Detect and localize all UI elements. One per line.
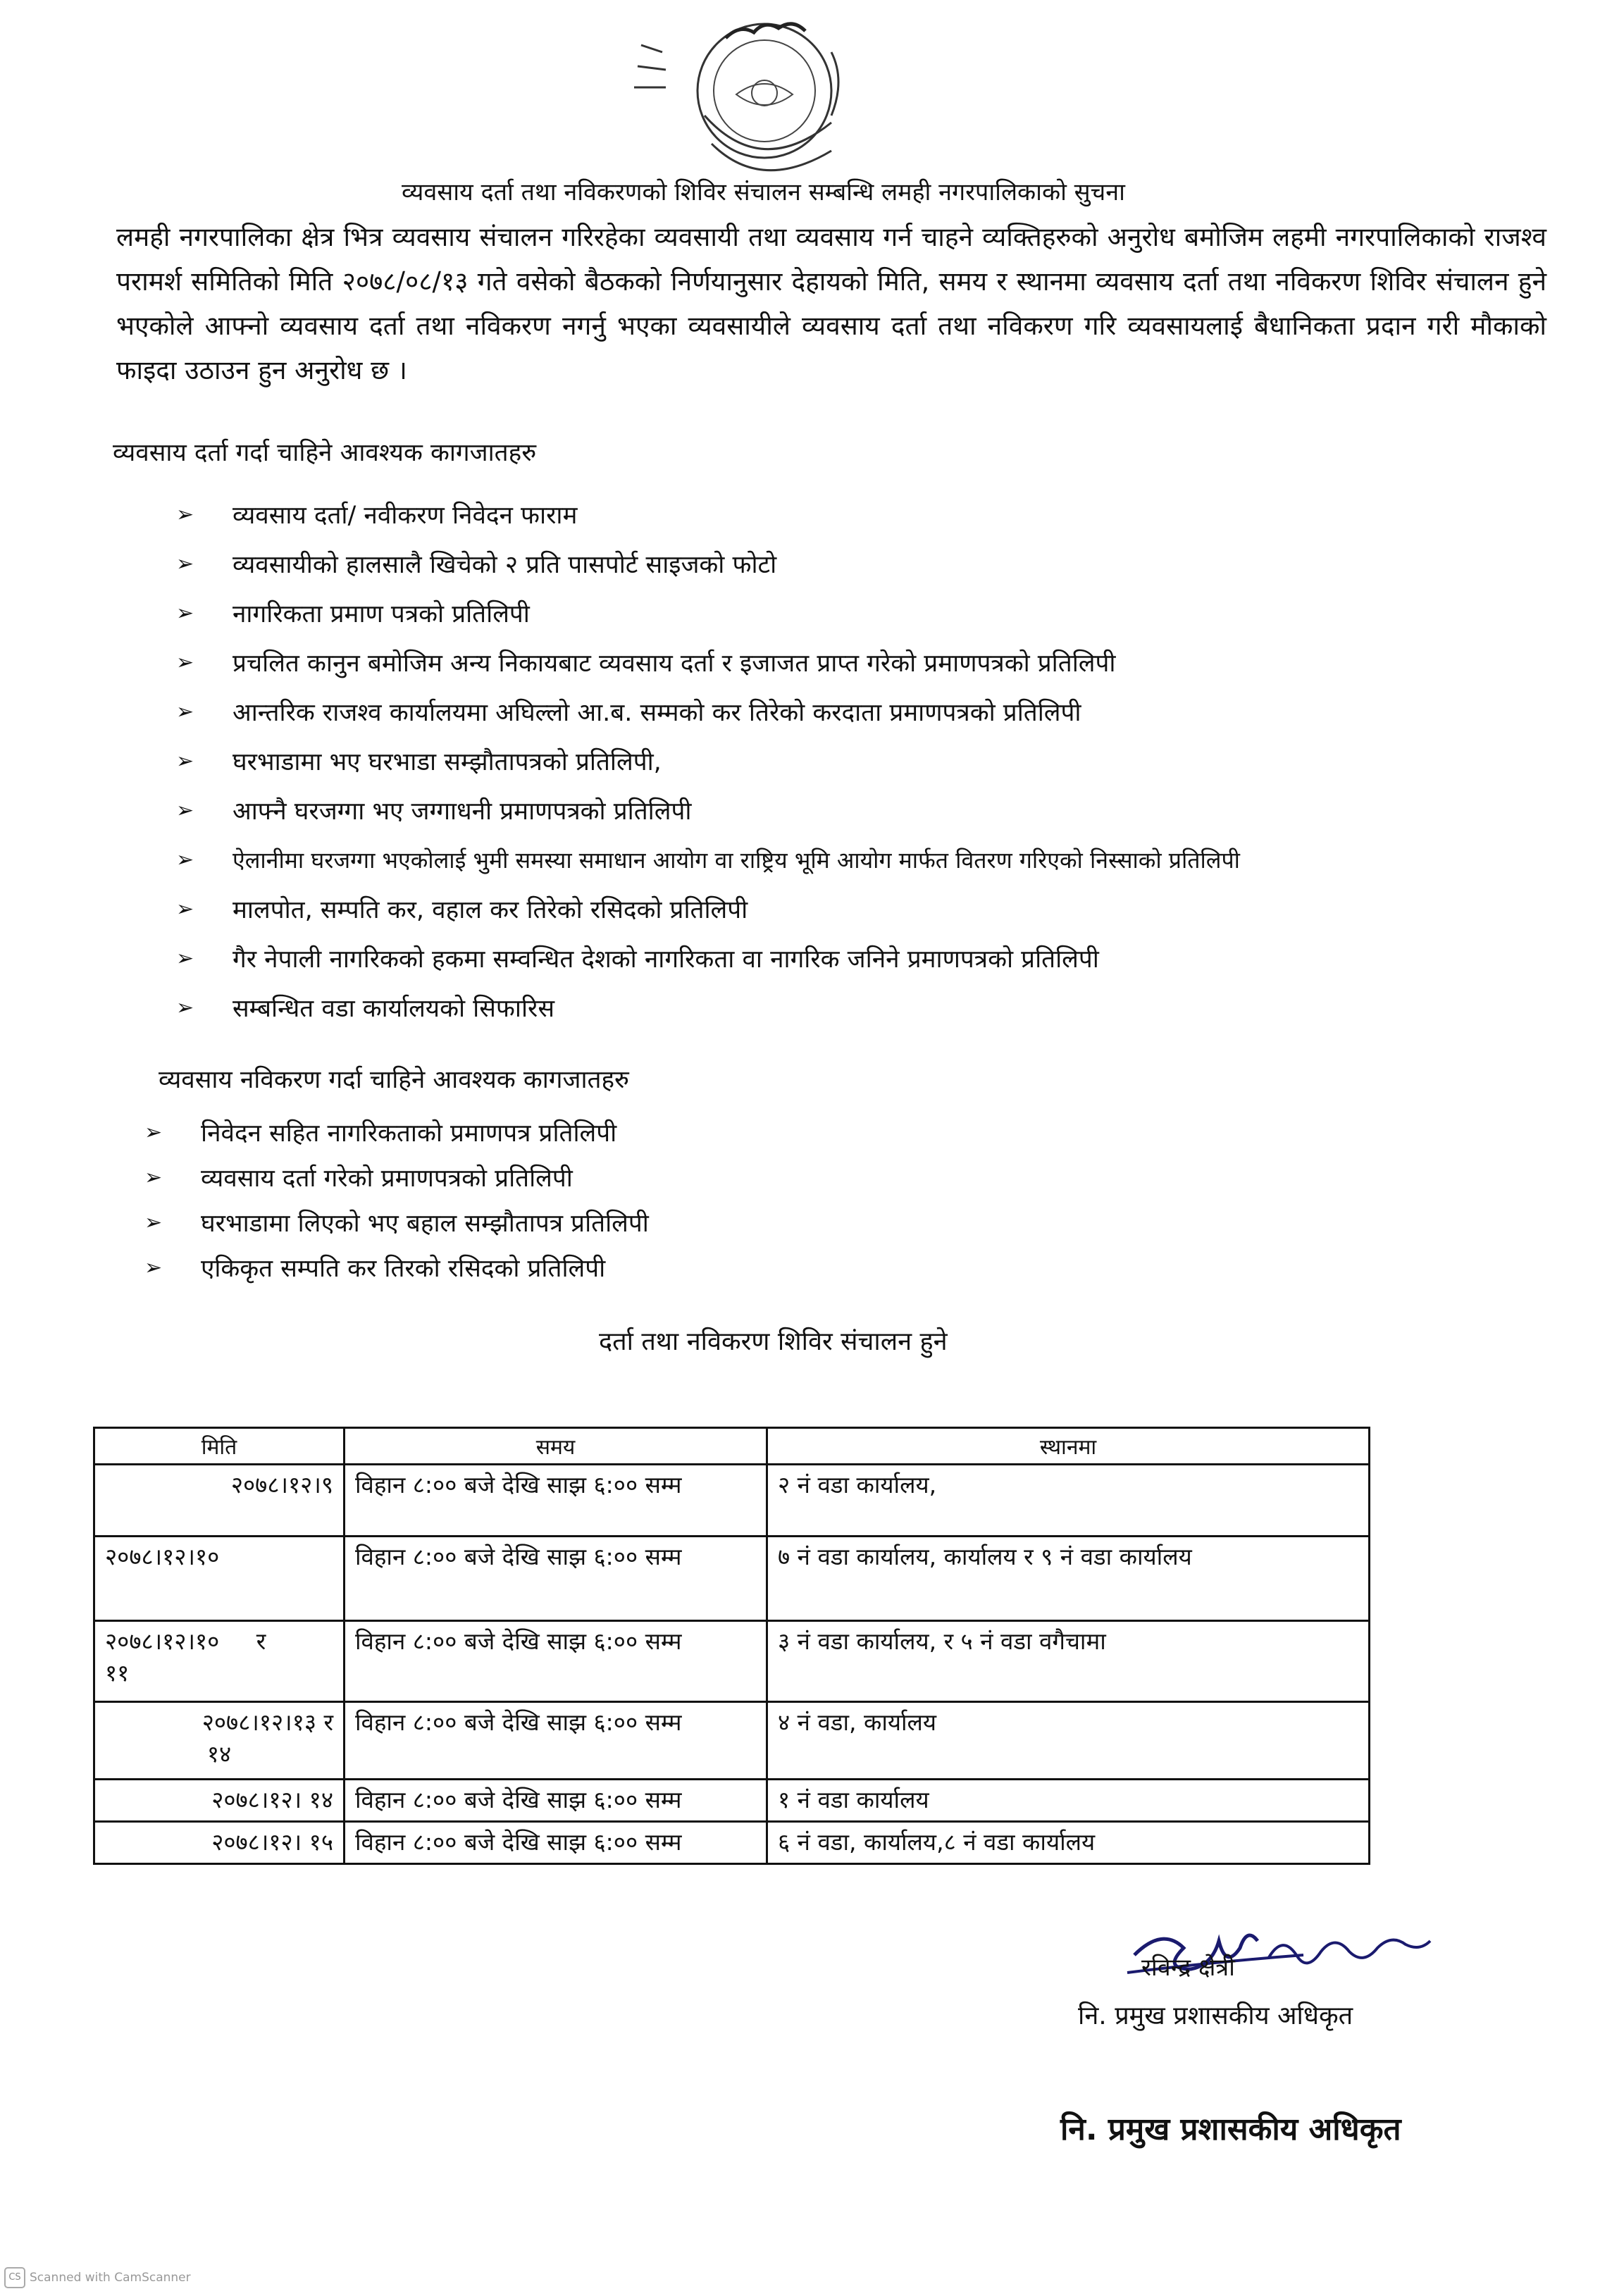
table-row bbox=[94, 1702, 1370, 1780]
signatory-designation: नि. प्रमुख प्रशासकीय अधिकृत bbox=[1078, 2002, 1353, 2030]
scanner-watermark: CS Scanned with CamScanner bbox=[4, 2267, 191, 2288]
renewal-heading: व्यवसाय नविकरण गर्दा चाहिने आवश्यक कागजातहरु bbox=[159, 1066, 629, 1094]
notice-body: लमही नगरपालिका क्षेत्र भित्र व्यवसाय संचालन गरिरहेका व्यवसायी तथा व्यवसाय गर्न चाहने व्यक्तिहरुको अनुरोध बमोजिम लहमी नगरपालिकाको राजश्व परामर्श समितिको मिति २०७८/०८/१३ गते वसेको बैठकको निर्णयानुसार देहायको मिति, समय र स्थानमा व्यवसाय दर्ता तथा नविकरण शिविर संचालन हुने भएकोले आफ्नो व्यवसाय दर्ता तथा नविकरण नगर्नु भएका व्यवसायीले व्यवसाय दर्ता तथा नविकरण गरि व्यवसायलाई बैधानिकता प्रदान गरी मौकाको फाइदा उठाउन हुन अनुरोध छ । bbox=[116, 222, 1546, 385]
date-cell: २०७८।१२।१० bbox=[94, 1537, 345, 1621]
time-cell: विहान ८:०० बजे देखि साझ ६:०० सम्म bbox=[345, 1780, 767, 1822]
table-header-row bbox=[94, 1428, 1370, 1465]
arrow-bullet-icon: ➢ bbox=[176, 847, 194, 872]
place-cell: २ नं वडा कार्यालय, bbox=[767, 1465, 1370, 1537]
date-cell: २०७८।१२। १५ bbox=[94, 1822, 345, 1864]
list-item: ➢ निवेदन सहित नागरिकताको प्रमाणपत्र प्रतिलिपी bbox=[144, 1119, 617, 1148]
signatory-name: रविन्द्र क्षेत्री bbox=[1141, 1954, 1235, 1982]
arrow-bullet-icon: ➢ bbox=[144, 1165, 163, 1190]
place-cell: ६ नं वडा, कार्यालय,८ नं वडा कार्यालय bbox=[767, 1822, 1370, 1864]
place-cell: १ नं वडा कार्यालय bbox=[767, 1780, 1370, 1822]
list-item: ➢ घरभाडामा लिएको भए बहाल सम्झौतापत्र प्रतिलिपी bbox=[144, 1209, 649, 1238]
list-item: ➢ नागरिकता प्रमाण पत्रको प्रतिलिपी bbox=[176, 600, 530, 628]
arrow-bullet-icon: ➢ bbox=[144, 1210, 163, 1235]
list-item: ➢ सम्बन्धित वडा कार्यालयको सिफारिस bbox=[176, 994, 554, 1023]
table-row bbox=[94, 1465, 1370, 1537]
designation-stamp: नि. प्रमुख प्रशासकीय अधिकृत bbox=[1060, 2111, 1401, 2147]
registration-documents-list bbox=[176, 490, 1240, 1032]
list-item: ➢ व्यवसायीको हालसालै खिचेको २ प्रति पासपोर्ट साइजको फोटो bbox=[176, 550, 777, 579]
arrow-bullet-icon: ➢ bbox=[176, 798, 194, 823]
arrow-bullet-icon: ➢ bbox=[176, 502, 194, 527]
arrow-bullet-icon: ➢ bbox=[176, 699, 194, 724]
list-item: ➢ प्रचलित कानुन बमोजिम अन्य निकायबाट व्यवसाय दर्ता र इजाजत प्राप्त गरेको प्रमाणपत्रको प्रतिलिपी bbox=[176, 649, 1116, 678]
list-item: ➢ व्यवसाय दर्ता गरेको प्रमाणपत्रको प्रतिलिपी bbox=[144, 1164, 573, 1193]
schedule-table bbox=[93, 1427, 1370, 1865]
time-cell: विहान ८:०० बजे देखि साझ ६:०० सम्म bbox=[345, 1702, 767, 1780]
column-header-time: समय bbox=[345, 1428, 767, 1465]
column-header-date: मिति bbox=[94, 1428, 345, 1465]
table-row bbox=[94, 1780, 1370, 1822]
list-item: ➢ एकिकृत सम्पति कर तिरको रसिदको प्रतिलिपी bbox=[144, 1254, 606, 1283]
arrow-bullet-icon: ➢ bbox=[144, 1255, 163, 1280]
arrow-bullet-icon: ➢ bbox=[176, 600, 194, 626]
camp-heading: दर्ता तथा नविकरण शिविर संचालन हुने bbox=[599, 1327, 948, 1356]
list-item: ➢ मालपोत, सम्पति कर, वहाल कर तिरेको रसिदको प्रतिलिपी bbox=[176, 895, 748, 924]
camscanner-logo-icon: CS bbox=[4, 2267, 25, 2288]
arrow-bullet-icon: ➢ bbox=[176, 945, 194, 971]
date-cell: २०७८।१२।१३ र १४ bbox=[94, 1702, 345, 1780]
arrow-bullet-icon: ➢ bbox=[144, 1119, 163, 1145]
arrow-bullet-icon: ➢ bbox=[176, 748, 194, 774]
arrow-bullet-icon: ➢ bbox=[176, 896, 194, 921]
time-cell: विहान ८:०० बजे देखि साझ ६:०० सम्म bbox=[345, 1465, 767, 1537]
place-cell: ४ नं वडा, कार्यालय bbox=[767, 1702, 1370, 1780]
list-item: ➢ व्यवसाय दर्ता/ नवीकरण निवेदन फाराम bbox=[176, 501, 578, 530]
time-cell: विहान ८:०० बजे देखि साझ ६:०० सम्म bbox=[345, 1621, 767, 1702]
arrow-bullet-icon: ➢ bbox=[176, 551, 194, 576]
time-cell: विहान ८:०० बजे देखि साझ ६:०० सम्म bbox=[345, 1822, 767, 1864]
list-item: ➢ गैर नेपाली नागरिकको हकमा सम्वन्धित देशको नागरिकता वा नागरिक जनिने प्रमाणपत्रको प्रतिलिपी bbox=[176, 945, 1099, 974]
arrow-bullet-icon: ➢ bbox=[176, 995, 194, 1020]
table-row bbox=[94, 1537, 1370, 1621]
date-cell: २०७८।१२।९ bbox=[94, 1465, 345, 1537]
table-row bbox=[94, 1822, 1370, 1864]
list-item: ➢ ऐलानीमा घरजग्गा भएकोलाई भुमी समस्या समाधान आयोग वा राष्ट्रिय भूमि आयोग मार्फत वितरण गरिएको निस्साको प्रतिलिपी bbox=[176, 846, 1240, 874]
date-cell: २०७८।१२। १४ bbox=[94, 1780, 345, 1822]
place-cell: ३ नं वडा कार्यालय, र ५ नं वडा वगैचामा bbox=[767, 1621, 1370, 1702]
column-header-place: स्थानमा bbox=[767, 1428, 1370, 1465]
renewal-documents-list bbox=[144, 1110, 649, 1290]
place-cell: ७ नं वडा कार्यालय, कार्यालय र ९ नं वडा कार्यालय bbox=[767, 1537, 1370, 1621]
table-row bbox=[94, 1621, 1370, 1702]
notice-title: व्यवसाय दर्ता तथा नविकरणको शिविर संचालन सम्बन्धि लमही नगरपालिकाको सुचना bbox=[402, 178, 1125, 206]
date-cell: २०७८।१२।१० र ११ bbox=[94, 1621, 345, 1702]
time-cell: विहान ८:०० बजे देखि साझ ६:०० सम्म bbox=[345, 1537, 767, 1621]
list-item: ➢ आन्तरिक राजश्व कार्यालयमा अघिल्लो आ.ब. सम्मको कर तिरेको करदाता प्रमाणपत्रको प्रतिलिपी bbox=[176, 698, 1081, 727]
list-item: ➢ आफ्नै घरजग्गा भए जग्गाधनी प्रमाणपत्रको प्रतिलिपी bbox=[176, 797, 692, 826]
list-item: ➢ घरभाडामा भए घरभाडा सम्झौतापत्रको प्रतिलिपी, bbox=[176, 747, 662, 776]
registration-heading: व्यवसाय दर्ता गर्दा चाहिने आवश्यक कागजातहरु bbox=[113, 439, 537, 467]
arrow-bullet-icon: ➢ bbox=[176, 650, 194, 675]
